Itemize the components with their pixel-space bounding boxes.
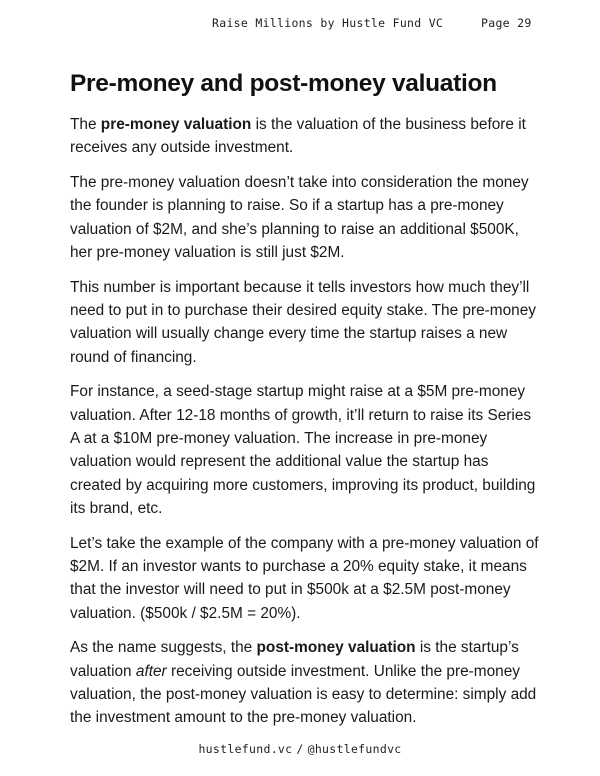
text-span: The [70,116,101,133]
page-number: Page 29 [481,16,532,30]
document-title: Raise Millions by Hustle Fund VC [212,16,444,30]
paragraph-post-money-definition [70,636,540,729]
footer-separator: / [296,742,304,756]
paragraph-pre-money-definition [70,113,540,160]
text-span: As the name suggests, the [70,639,257,657]
footer-handle: @hustlefundvc [307,742,402,756]
page-header [0,16,600,36]
paragraph-seed-example: For instance, a seed-stage startup might raise at a $5M pre-money valuation. After 12-18 months of growth, it’ll return to raise its Series A at a $10M pre-money valuation. The increase in pre-money valuation would represent the additional value the startup has created by acquiring more customers, improving its product, building its brand, etc. [70,383,536,517]
paragraph-importance: This number is important because it tells investors how much they’ll need to put in to purchase their desired equity stake. The pre-money valuation will usually change every time the startup raises a new round of financing. [70,278,536,366]
text-span: receiving outside investment. Unlike the pre-money valuation, the post-money valuation is easy to determine: simply add the investment amount to the pre-money valuation. [70,662,537,727]
page-footer [0,742,600,756]
text-span: is the valuation of the business before it receives any outside investment. [70,116,526,157]
bold-term-post-money: post-money valuation [256,639,416,657]
footer-website: hustlefund.vc [198,742,293,756]
text-span: is the startup’s valuation [70,639,519,680]
bold-term-pre-money: pre-money valuation [100,116,252,133]
italic-after: after [135,662,167,680]
paragraph-equity-example: Let’s take the example of the company with a pre-money valuation of $2M. If an investor wants to purchase a 20% equity stake, it means that the investor will need to put in $500k at a $2.5M post-money valuation. ($500k / $2.5M = 20%). [70,534,539,622]
page-content [70,68,540,741]
paragraph-pre-money-example: The pre-money valuation doesn’t take into consideration the money the founder is planning to raise. So if a startup has a pre-money valuation of $2M, and she’s planning to raise an additional $500K, her pre-money valuation is still just $2M. [70,174,529,261]
section-heading: Pre-money and post-money valuation [70,70,497,97]
